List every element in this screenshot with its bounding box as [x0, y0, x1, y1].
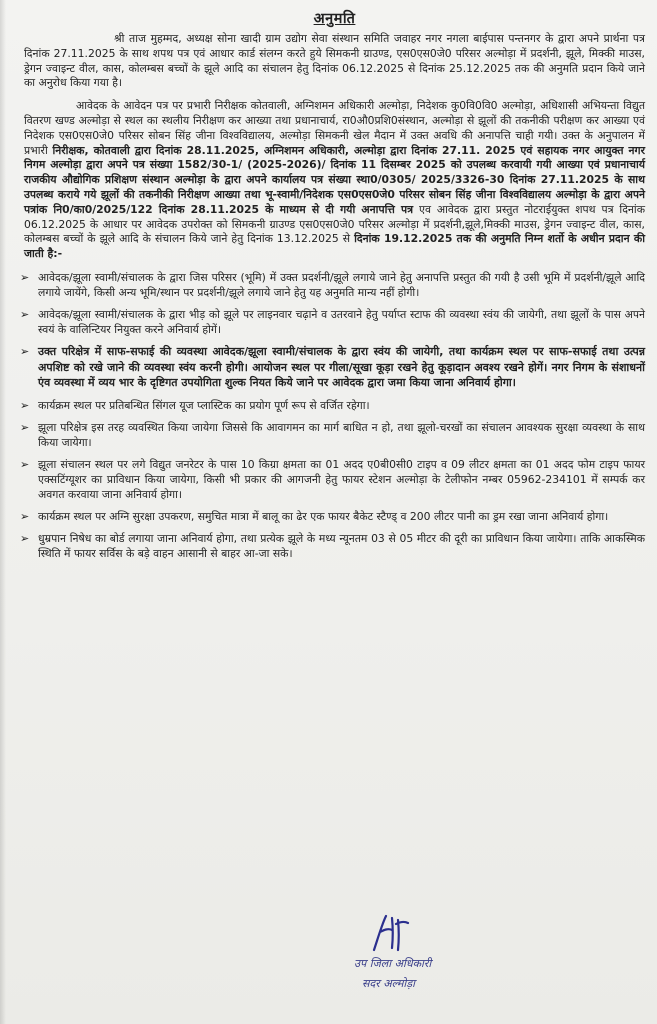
condition-item [20, 509, 645, 524]
arrow-bullet-icon: ➢ [20, 509, 30, 523]
body-line: 2025/3326-30 दिनांक 27.11.2025 के साथ उपलब्ध कराये गये झूलों की तकनीकी निरीक्षण [24, 173, 645, 201]
body-line: (2025-2026)/ दिनांक 11 दिसम्बर 2025 को उपलब्ध करवायी गयी आख्या एवं प्रधानाचार्य [247, 158, 645, 172]
signature-designation: उप जिला अधिकारी [354, 957, 432, 970]
condition-item [20, 420, 645, 450]
condition-item [20, 531, 645, 561]
body-line: राजकीय औद्योगिक प्रशिक्षण संस्थान अल्मोड़ा के द्वारा अपने कार्यालय पत्र संख्या स्था0/0305/ [24, 173, 416, 187]
condition-text: कार्यक्रम स्थल पर प्रतिबन्धित सिंगल यूज प्लास्टिक का प्रयोग पूर्ण रूप से वर्जित रहेगा। [38, 398, 370, 412]
condition-text: झूला संचालन स्थल पर लगे विद्युत जनरेटर के पास 10 किग्रा क्षमता का 01 अदद ए0बी0सी0 टाइप व 09 लीटर क्षमता का 01 अदद फोम टाइप फायर एक्सटिंग्यूशर का प्राविधान किया जायेगा, किसी भी प्रकार की आगजनी हेतु फायर स्टेशन अल्मोड़ा के टेलीफोन नम्बर 05962-234101 में सम्पर्क कर अवगत करवाया जाना अनिवार्य होगा। [38, 457, 645, 501]
condition-text: आवेदक/झूला स्वामी/संचालक के द्वारा भीड़ को झूले पर लाइनवार चढ़ाने व उतरवाने हेतु पर्याप्त स्टाफ की व्यवस्था स्वंय की जायेगी, तथा झूलों के पास अपने स्वयं के वालिन्टियर नियुक्त करने अनिवार्य होगें। [38, 307, 645, 336]
condition-text: आवेदक/झूला स्वामी/संचालक के द्वारा जिस परिसर (भूमि) में उक्त प्रदर्शनी/झूले लगाये जाने हेतु अनापत्ति प्रस्तुत की गयी है उसी भूमि में प्रदर्शनी/झूले आदि लगाये जायेंगे, किसी अन्य भूमि/स्थान पर प्रदर्शनी/झूले लगाये जाने हेतु यह अनुमति मान्य नहीं होगी। [38, 270, 645, 299]
arrow-bullet-icon: ➢ [20, 531, 30, 545]
body-line: सिमकनी खेल मैदान में उक्त अवधि की अनापत्ति चाही गयी। उक्त के अनुपालन में प्रभारी [24, 128, 645, 157]
condition-text: धुम्रपान निषेध का बोर्ड लगाया जाना अनिवार्य होगा, तथा प्रत्येक झूले के मध्य न्यूनतम 03 से 05 मीटर की दूरी का प्राविधान किया जायेगा। ताकि आकस्मिक स्थिति में फायर सर्विस के बड़े वाहन आसानी से बाहर आ-जा सके। [38, 531, 645, 560]
arrow-bullet-icon: ➢ [20, 420, 30, 434]
page-edge-shadow [0, 0, 6, 1024]
arrow-bullet-icon: ➢ [20, 307, 30, 321]
document-title: अनुमति [313, 11, 356, 27]
condition-item [20, 398, 645, 413]
condition-item [20, 457, 645, 502]
body-line: आख्या तथा भू-स्वामी/निदेशक एस0एस0जे0 परिसर सोबन सिंह जीना विश्वविद्यालय अल्मोड़ा के [213, 187, 600, 201]
condition-text: झूला परिक्षेत्र इस तरह व्यवस्थित किया जायेगा जिससे कि आवागमन का मार्ग बाधित न हो, तथा झूलो-चरखों का संचालन आवश्यक सुरक्षा व्यवस्था के साथ किया जायेगा। [38, 420, 645, 449]
arrow-bullet-icon: ➢ [20, 344, 30, 358]
signature-office: सदर अल्मोड़ा [362, 977, 416, 990]
condition-item [20, 344, 645, 391]
arrow-bullet-icon: ➢ [20, 398, 30, 412]
intro-paragraph: श्री ताज मुहम्मद, अध्यक्ष सोना खादी ग्राम उद्योग सेवा संस्थान समिति जवाहर नगर नगला बाईपास पन्तनगर के द्वारा अपने प्रार्थना पत्र दिनांक 27.11.2025 के साथ शपथ पत्र एवं आधार कार्ड संलग्न करते हुये सिमकनी ग्राउण्ड, एस0एस0जे0 परिसर अल्मोड़ा में प्रदर्शनी, झूले, मिक्की माउस, ड्रेगन ज्वाइन्ट वील, कास, कोलम्बस बच्चों के झूले आदि का संचालन हेतु दिनांक 06.12.2025 से दिनांक 25.12.2025 तक की अनुमति प्रदान किये जाने का अनुरोध किया गया है। [24, 32, 646, 90]
body-line: 2025 एवं सहायक नगर आयुक्त नगर निगम अल्मोड़ा द्वारा अपने पत्र संख्या 1582/30-1/ [24, 143, 645, 172]
body-line: निदेशक कु0वि0वि0 अल्मोड़ा, अधिशासी अभियन्ता विद्युत वितरण खण्ड अल्मोड़ा से स्थल का [24, 99, 646, 127]
body-line: निरीक्षक, कोतवाली द्वारा दिनांक 28.11.2025, अग्निशमन अधिकारी, अल्मोड़ा द्वारा दिनांक 27.11. [52, 143, 481, 157]
body-line: परीक्षण कर आख्या एवं निदेशक एस0एस0जे0 परिसर सोबन सिंह जीना विश्वविद्यालय, अल्मोड़ा [24, 113, 646, 142]
body-line: वील, कास, कोलम्बस बच्चों के झूले आदि के संचालन किये जाने हेतु दिनांक 13.12.2025 से [24, 217, 645, 246]
arrow-bullet-icon: ➢ [20, 270, 30, 284]
condition-text: उक्त परिक्षेत्र में साफ-सफाई की व्यवस्था आवेदक/झूला स्वामी/संचालक के द्वारा स्वंय की जायेगी, तथा कार्यक्रम स्थल पर साफ-सफाई तथा उत्पन्न अपशिष्ट को रखे जाने की व्यवस्था स्वंय करनी होगी। आयोजन स्थल पर गीला/सूखा कूड़ा रखने हेतु कूड़ादान अवश्य रखने होगें। नगर निगम के संशाधनों एंव व्यवस्था में व्यय भार के दृष्टिगत उपयोगिता शुल्क नियत किये जाने पर आवेदक द्वारा जमा किया जाना अनिवार्य होगा। [38, 344, 645, 390]
signature-block [336, 910, 506, 1010]
conditions-list [20, 270, 645, 561]
condition-text: कार्यक्रम स्थल पर अग्नि सुरक्षा उपकरण, समुचित मात्रा में बालू का ढेर एक फायर बैकेट स्टैण्ड् व 200 लीटर पानी का ड्रम रखा जाना अनिवार्य होगा। [38, 509, 609, 523]
body-line: एव आवेदक द्वारा प्रस्तुत नोटराईयुक्त शपथ पत्र दिनांक 06.12.2025 के आधार पर आवेदक उपरोक्त [24, 202, 646, 231]
body-line: को सिमकनी ग्राउण्ड एस0एस0जे0 परिसर अल्मोड़ा में प्रदर्शनी,झूले,मिक्की माउस, ड्रेगन ज्वाइन्ट [216, 217, 596, 231]
body-line: दिनांक 19.12.2025 तक की अनुमति निम्न शर्तो के अधीन प्रदान की जाती है:- [24, 232, 645, 261]
condition-item [20, 270, 645, 300]
body-paragraph [24, 99, 645, 262]
body-line: आवेदक के आवेदन पत्र पर प्रभारी निरीक्षक कोतवाली, अग्निशमन अधिकारी अल्मोड़ा, [76, 99, 413, 113]
arrow-bullet-icon: ➢ [20, 457, 30, 471]
body-line: द्वारा अपने पत्रांक नि0/का0/2025/122 दिनांक 28.11.2025 के माध्यम से दी गयी अनापत्ति पत्र [24, 187, 645, 216]
handwritten-signature-icon [366, 910, 426, 954]
body-line: स्थलीय निरीक्षण कर आख्या तथा प्रधानाचार्य, रा0औ0प्रशि0संस्थान, अल्मोड़ा से झूलों की तकनीकी [161, 113, 550, 127]
condition-item [20, 307, 645, 337]
